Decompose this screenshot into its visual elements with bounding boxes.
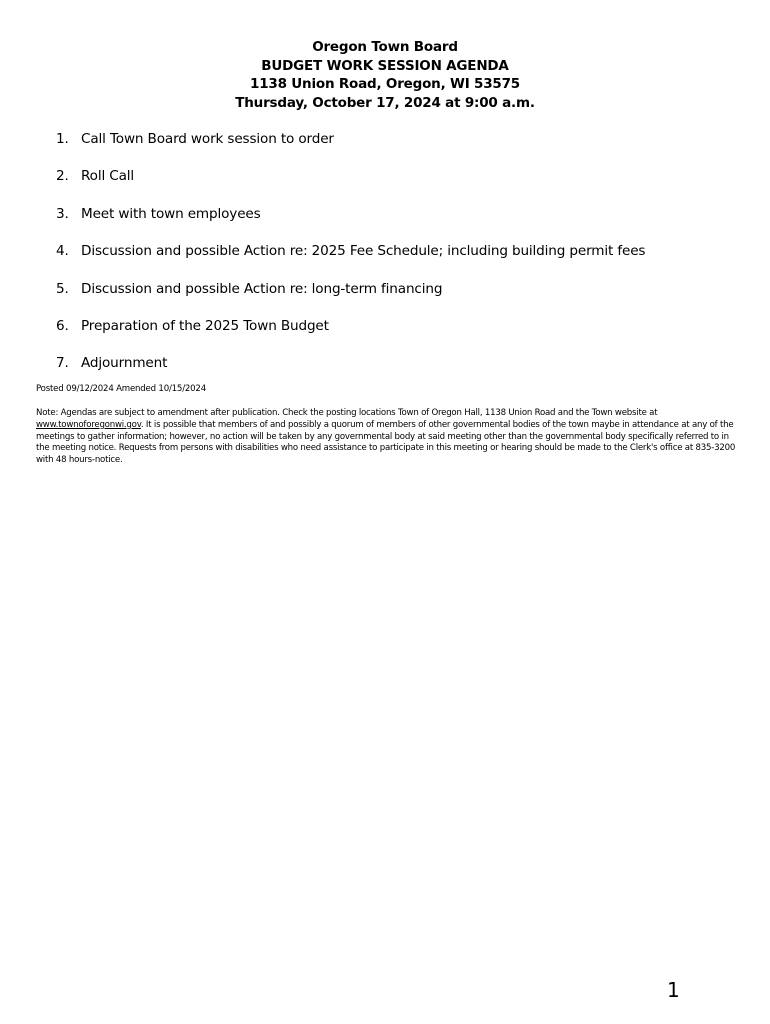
note-text-intro: Note: Agendas are subject to amendment after publication. Check the posting locations Town of Oregon Hall, 1138 Union Road and the Town website at xyxy=(36,408,658,418)
agenda-item xyxy=(56,203,645,240)
page-number: 1 xyxy=(667,978,680,1002)
posted-date: Posted 09/12/2024 Amended 10/15/2024 xyxy=(36,384,206,394)
agenda-item xyxy=(56,240,645,277)
agenda-item-text: Adjournment xyxy=(81,355,168,372)
meeting-address: 1138 Union Road, Oregon, WI 53575 xyxy=(250,76,520,92)
agenda-item-number: 7. xyxy=(56,355,69,372)
agenda-item-number: 6. xyxy=(56,317,69,334)
board-name: Oregon Town Board xyxy=(312,39,458,55)
agenda-list xyxy=(56,128,645,390)
agenda-item-text: Meet with town employees xyxy=(81,205,261,222)
agenda-item-text: Call Town Board work session to order xyxy=(81,131,334,147)
agenda-item-number: 4. xyxy=(56,243,69,260)
agenda-item xyxy=(56,165,645,202)
agenda-item-text: Discussion and possible Action re: 2025 Fee Schedule; including building permit fees xyxy=(81,243,646,260)
document-header xyxy=(0,38,770,112)
agenda-item xyxy=(56,128,645,165)
agenda-item-text: Preparation of the 2025 Town Budget xyxy=(81,317,329,334)
note-text-body: . It is possible that members of and possibly a quorum of members of other governmental bodies of the town maybe in attendance at any of the meetings to gather information; however, no action will be taken by any governmental body at said meeting other than the governmental body specifically referred to in the meeting notice. Requests from persons with disabilities who need assistance to participate in this meeting or hearing should be made to the Clerk's office at 835-3200 with 48 hours-notice. xyxy=(36,419,736,466)
agenda-item xyxy=(56,315,645,352)
agenda-item-number: 1. xyxy=(56,131,69,147)
agenda-item-number: 5. xyxy=(56,280,69,297)
agenda-item xyxy=(56,278,645,315)
agenda-item-number: 3. xyxy=(56,205,69,222)
town-website-link[interactable]: www.townoforegonwi.gov xyxy=(36,419,141,430)
agenda-note xyxy=(36,408,736,467)
agenda-title: BUDGET WORK SESSION AGENDA xyxy=(261,57,509,74)
agenda-item-text: Roll Call xyxy=(81,168,135,185)
meeting-datetime: Thursday, October 17, 2024 at 9:00 a.m. xyxy=(235,94,535,111)
agenda-item-text: Discussion and possible Action re: long-term financing xyxy=(81,280,443,297)
agenda-item-number: 2. xyxy=(56,168,69,185)
